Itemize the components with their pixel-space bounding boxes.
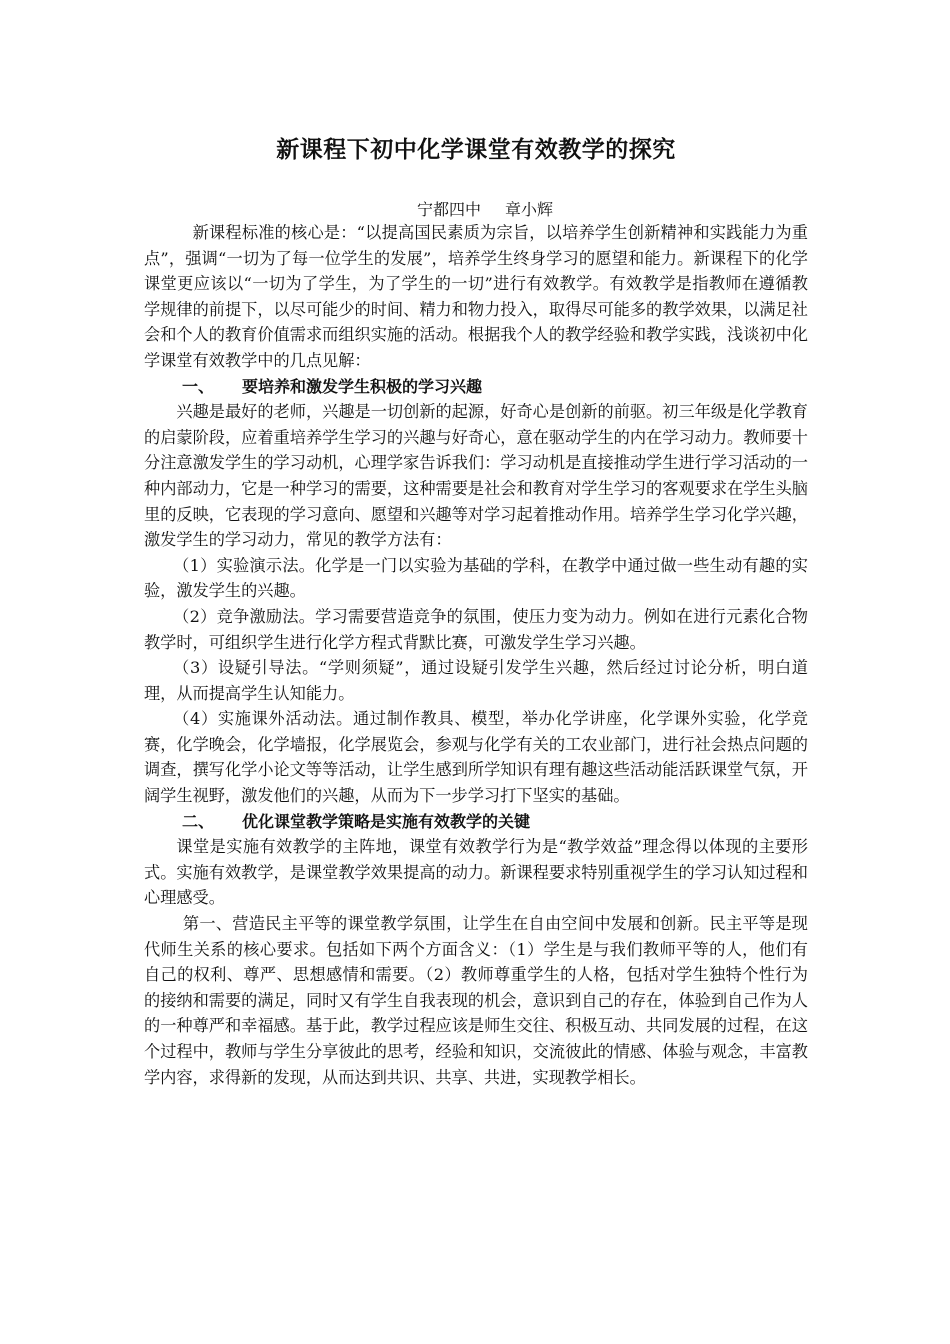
author-school: 宁都四中 (416, 200, 481, 219)
section-2-body: 课堂是实施有效教学的主阵地，课堂有效教学行为是“教学效益”理念得以体现的主要形式。实施有效教学，是课堂教学效果提高的动力。新课程要求特别重视学生的学习认知过程和心理感受。 (144, 837, 808, 908)
intro-paragraph: 新课程标准的核心是：“以提高国民素质为宗旨，以培养学生创新精神和实践能力为重点”，强调“一切为了每一位学生的发展”，培养学生终身学习的愿望和能力。新课程下的化学课堂更应该以“一切为了学生，为了学生的一切”进行有效教学。有效教学是指教师在遵循教学规律的前提下，以尽可能少的时间、精力和物力投入，取得尽可能多的教学效果，以满足社会和个人的教育价值需求而组织实施的活动。根据我个人的教学经验和教学实践，浅谈初中化学课堂有效教学中的几点见解： (144, 223, 808, 370)
section-1-heading (144, 374, 808, 400)
section-1-item: （3）设疑引导法。“学则须疑”，通过设疑引发学生兴趣，然后经过讨论分析，明白道理，从而提高学生认知能力。 (144, 658, 808, 703)
section-2-heading (144, 809, 808, 835)
section-1-item: （4）实施课外活动法。通过制作教具、模型，举办化学讲座，化学课外实验，化学竞赛，化学晚会，化学墙报，化学展览会，参观与化学有关的工农业部门，进行社会热点问题的调查，撰写化学小论文等等活动，让学生感到所学知识有理有趣这些活动能活跃课堂气氛，开阔学生视野，激发他们的兴趣，从而为下一步学习打下坚实的基础。 (144, 709, 808, 806)
document-page (144, 130, 808, 1090)
document-title: 新课程下初中化学课堂有效教学的探究 (276, 137, 676, 163)
section-1-title: 要培养和激发学生积极的学习兴趣 (242, 376, 483, 396)
section-1-item: （1）实验演示法。化学是一门以实验为基础的学科，在教学中通过做一些生动有趣的实验，激发学生的兴趣。 (144, 555, 808, 601)
section-2-number: 二、 (182, 811, 215, 831)
section-1-body: 兴趣是最好的老师，兴趣是一切创新的起源，好奇心是创新的前驱。初三年级是化学教育的启蒙阶段，应着重培养学生学习的兴趣与好奇心，意在驱动学生的内在学习动力。教师要十分注意激发学生的学习动机，心理学家告诉我们：学习动机是直接推动学生进行学习活动的一种内部动力，它是一种学习的需要，这种需要是社会和教育对学生学习的客观要求在学生头脑里的反映，它表现的学习意向、愿望和兴趣等对学习起着推动作用。培养学生学习化学兴趣，激发学生的学习动力，常见的教学方法有： (144, 402, 808, 550)
author-line (162, 199, 808, 221)
section-1-number: 一、 (182, 376, 215, 396)
author-name: 章小辉 (505, 200, 554, 219)
section-2-title: 优化课堂教学策略是实施有效教学的关键 (242, 811, 531, 831)
section-2-subsection-1: 第一、营造民主平等的课堂教学氛围，让学生在自由空间中发展和创新。民主平等是现代师生关系的核心要求。包括如下两个方面含义：（1）学生是与我们教师平等的人，他们有自己的权利、尊严、思想感情和需要。（2）教师尊重学生的人格，包括对学生独特个性行为的接纳和需要的满足，同时又有学生自我表现的机会，意识到自己的存在，体验到自己作为人的一种尊严和幸福感。基于此，教学过程应该是师生交往、积极互动、共同发展的过程，在这个过程中，教师与学生分享彼此的思考，经验和知识，交流彼此的情感、体验与观念，丰富教学内容，求得新的发现，从而达到共识、共享、共进，实现教学相长。 (144, 914, 808, 1087)
section-1-item: （2）竞争激励法。学习需要营造竞争的氛围，使压力变为动力。例如在进行元素化合物教学时，可组织学生进行化学方程式背默比赛，可激发学生学习兴趣。 (144, 606, 808, 652)
